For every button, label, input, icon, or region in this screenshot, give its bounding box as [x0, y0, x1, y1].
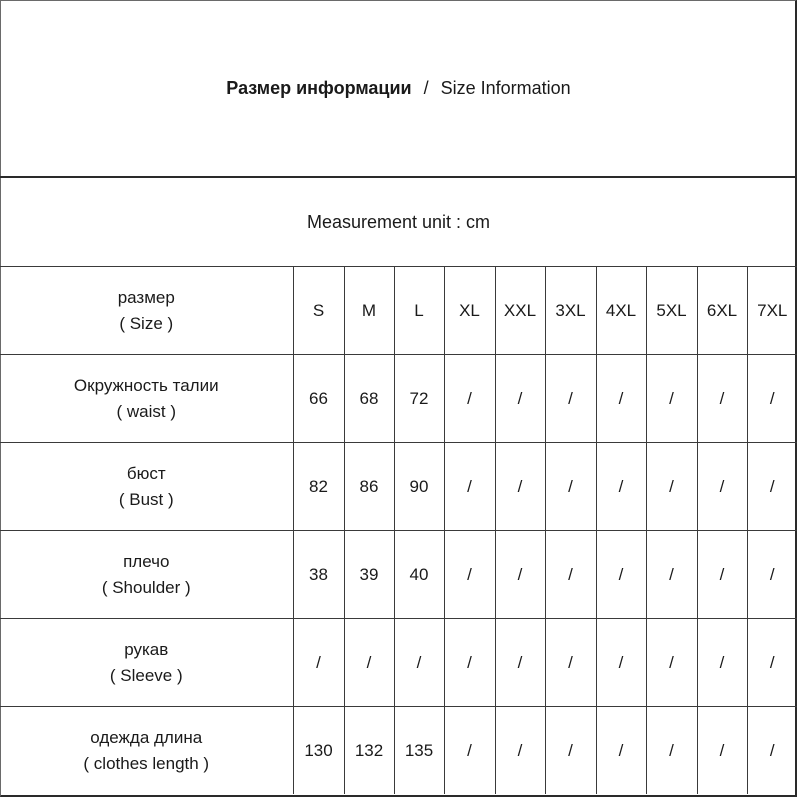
row-label-russian: плечо — [123, 551, 170, 571]
title-russian: Размер информации — [226, 77, 412, 98]
row-label-english: ( waist ) — [116, 401, 176, 421]
measurement-value: 66 — [293, 355, 344, 443]
row-label-russian: бюст — [126, 463, 166, 483]
size-column-header: 4XL — [596, 267, 646, 355]
measurement-value: / — [495, 443, 545, 531]
measurement-value: 90 — [394, 443, 444, 531]
measurement-label — [0, 443, 293, 531]
measurement-value: 68 — [344, 355, 394, 443]
measurement-value: 38 — [293, 531, 344, 619]
measurement-value: 86 — [344, 443, 394, 531]
measurement-value: / — [545, 619, 596, 707]
table-row — [0, 355, 797, 443]
measurement-value: / — [646, 443, 697, 531]
measurement-value: / — [545, 707, 596, 795]
measurement-value: / — [495, 531, 545, 619]
size-column-header: XXL — [495, 267, 545, 355]
measurement-value: 132 — [344, 707, 394, 795]
measurement-value: / — [545, 443, 596, 531]
row-label-english: ( Size ) — [119, 313, 174, 333]
measurement-value: / — [444, 619, 495, 707]
measurement-label — [0, 531, 293, 619]
measurement-value: / — [646, 355, 697, 443]
size-column-header: 7XL — [747, 267, 797, 355]
size-column-header: S — [293, 267, 344, 355]
size-column-header: XL — [444, 267, 495, 355]
measurement-value: / — [444, 355, 495, 443]
measurement-value: 135 — [394, 707, 444, 795]
row-label-russian: размер — [117, 287, 175, 307]
measurement-label — [0, 355, 293, 443]
row-label-english: ( Bust ) — [118, 489, 174, 509]
measurement-value: / — [545, 355, 596, 443]
measurement-unit: Measurement unit : cm — [0, 178, 797, 267]
measurement-value: 82 — [293, 443, 344, 531]
measurement-value: / — [697, 707, 747, 795]
size-table — [0, 267, 797, 794]
measurement-label — [0, 619, 293, 707]
measurement-value: / — [697, 619, 747, 707]
measurement-value: / — [444, 531, 495, 619]
size-table-body — [0, 267, 797, 794]
measurement-value: / — [293, 619, 344, 707]
row-label-russian: одежда длина — [90, 727, 203, 747]
row-label-english: ( clothes length ) — [83, 753, 210, 773]
table-row — [0, 531, 797, 619]
measurement-value: / — [596, 707, 646, 795]
measurement-value: / — [747, 707, 797, 795]
size-column-header: M — [344, 267, 394, 355]
measurement-value: / — [444, 443, 495, 531]
row-label-english: ( Shoulder ) — [101, 577, 191, 597]
table-row — [0, 443, 797, 531]
size-column-header: 5XL — [646, 267, 697, 355]
measurement-value: / — [344, 619, 394, 707]
size-header-label — [0, 267, 293, 355]
measurement-value: / — [747, 443, 797, 531]
table-row — [0, 707, 797, 795]
measurement-value: / — [444, 707, 495, 795]
measurement-value: 40 — [394, 531, 444, 619]
title-separator: / — [423, 77, 429, 98]
measurement-value: / — [495, 355, 545, 443]
size-column-header: 6XL — [697, 267, 747, 355]
measurement-value: / — [747, 531, 797, 619]
size-column-header: L — [394, 267, 444, 355]
measurement-value: / — [646, 531, 697, 619]
measurement-value: 130 — [293, 707, 344, 795]
measurement-value: 39 — [344, 531, 394, 619]
measurement-value: / — [697, 355, 747, 443]
measurement-value: / — [495, 707, 545, 795]
measurement-value: / — [697, 531, 747, 619]
measurement-value: / — [747, 355, 797, 443]
row-label-english: ( Sleeve ) — [109, 665, 183, 685]
measurement-value: / — [545, 531, 596, 619]
size-column-header: 3XL — [545, 267, 596, 355]
row-label-russian: рукав — [124, 639, 169, 659]
measurement-value: / — [596, 355, 646, 443]
measurement-value: / — [646, 619, 697, 707]
measurement-value: 72 — [394, 355, 444, 443]
measurement-value: / — [646, 707, 697, 795]
measurement-value: / — [596, 619, 646, 707]
measurement-label — [0, 707, 293, 795]
measurement-value: / — [596, 443, 646, 531]
measurement-value: / — [596, 531, 646, 619]
size-header-row — [0, 267, 797, 355]
measurement-value: / — [747, 619, 797, 707]
page-title — [0, 0, 797, 178]
title-english: Size Information — [440, 77, 571, 98]
measurement-value: / — [495, 619, 545, 707]
table-row — [0, 619, 797, 707]
row-label-russian: Окружность талии — [73, 375, 219, 395]
measurement-value: / — [697, 443, 747, 531]
measurement-value: / — [394, 619, 444, 707]
